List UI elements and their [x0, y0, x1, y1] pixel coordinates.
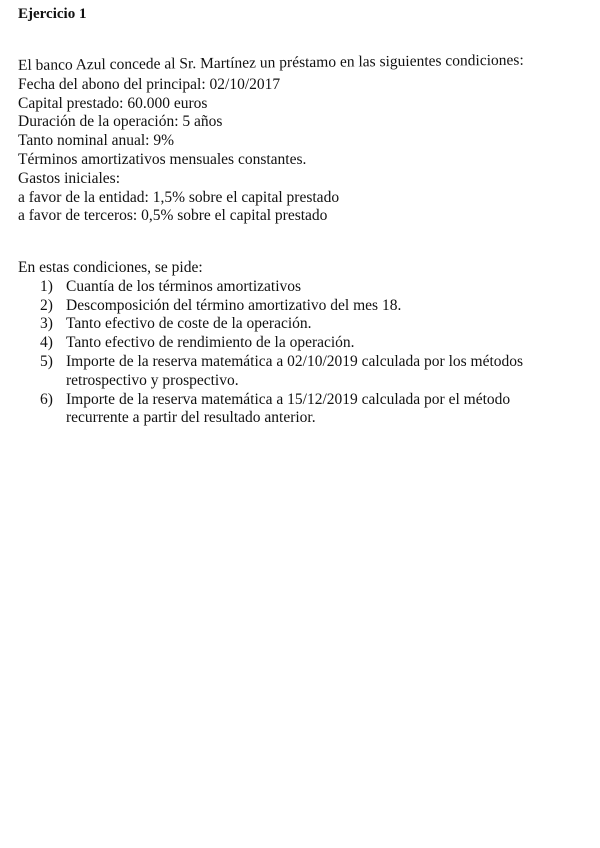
question-number: 4): [40, 334, 53, 352]
question-text: Cuantía de los términos amortizativos: [66, 277, 302, 295]
question-text: Descomposición del término amortizativo del mes 18.: [66, 296, 402, 314]
exercise-title: Ejercicio 1: [18, 6, 87, 22]
intro-sentence: El banco Azul concede al Sr. Martínez un préstamo en las siguientes condiciones:: [17, 51, 524, 74]
loan-conditions: [17, 51, 524, 226]
question-number: 2): [40, 296, 53, 314]
question-text-cont: retrospectivo y prospectivo.: [66, 371, 239, 389]
question-item: [18, 353, 523, 391]
intro-line: a favor de la entidad: 1,5% sobre el capital prestado: [18, 188, 340, 206]
question-item: [18, 297, 523, 316]
question-item: [18, 391, 523, 429]
intro-line: Fecha del abono del principal: 02/10/2017: [18, 75, 281, 93]
question-number: 1): [40, 277, 53, 295]
question-number: 5): [40, 352, 53, 370]
question-text: Importe de la reserva matemática a 15/12/2019 calculada por el método: [66, 390, 511, 408]
question-text: Tanto efectivo de rendimiento de la operación.: [66, 334, 355, 352]
ask-intro: En estas condiciones, se pide:: [18, 259, 203, 276]
intro-line: Tanto nominal anual: 9%: [18, 132, 175, 150]
intro-line: Gastos iniciales:: [18, 169, 121, 187]
intro-line: a favor de terceros: 0,5% sobre el capital prestado: [18, 207, 328, 225]
questions-section: [18, 259, 523, 428]
intro-line: Capital prestado: 60.000 euros: [18, 94, 208, 112]
question-number: 3): [40, 315, 53, 333]
question-item: [18, 315, 523, 334]
question-list: [18, 278, 523, 428]
intro-line: Términos amortizativos mensuales constantes.: [18, 150, 307, 168]
question-text: Tanto efectivo de coste de la operación.: [66, 315, 312, 333]
question-text: Importe de la reserva matemática a 02/10/2019 calculada por los métodos: [66, 352, 524, 370]
question-text-cont: recurrente a partir del resultado anterior.: [66, 409, 316, 427]
intro-line: [17, 51, 524, 76]
question-item: [18, 278, 523, 297]
intro-line: Duración de la operación: 5 años: [18, 113, 223, 131]
question-item: [18, 334, 523, 353]
question-number: 6): [40, 390, 53, 408]
